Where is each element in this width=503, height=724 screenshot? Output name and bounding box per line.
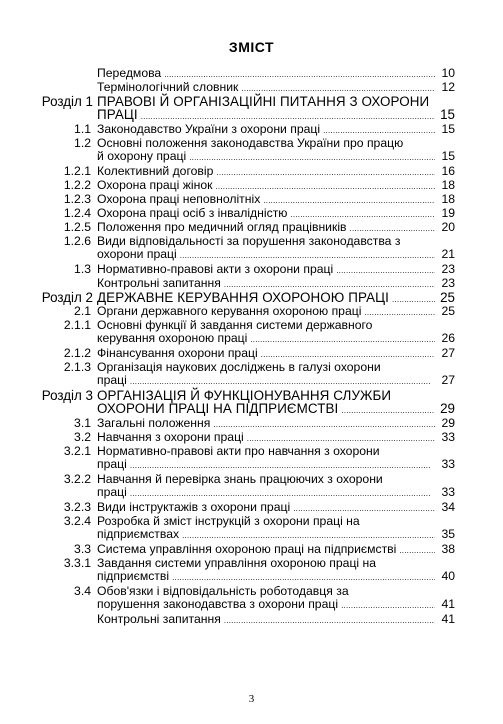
toc-entry-page: 12 <box>441 80 455 94</box>
toc-entry-number: 1.2.2 <box>63 178 91 192</box>
dot-leader <box>323 123 435 136</box>
dot-leader <box>130 486 435 499</box>
toc-entry-title: Охорона праці жінок <box>97 178 213 192</box>
toc-entry-number: 3.2.1 <box>63 444 91 458</box>
toc-entry-title-continuation: підприємстві <box>97 569 170 583</box>
toc-entry-title: Термінологічний словник <box>97 80 239 94</box>
toc-entry-page: 33 <box>441 457 455 471</box>
toc-entry-page: 41 <box>441 597 455 611</box>
dot-leader <box>263 193 435 206</box>
toc-entry-number: 3.2.2 <box>63 472 91 486</box>
dot-leader <box>130 374 435 387</box>
toc-entry-title: Органи державного керування охороною праці <box>97 304 362 318</box>
toc-entry-number: 2.1.2 <box>63 346 91 360</box>
toc-entry-title: Фінансування охорони праці <box>97 346 258 360</box>
toc-entry-page: 19 <box>441 206 455 220</box>
toc-entry-title-continuation: й охорону праці <box>97 149 187 163</box>
toc-entry-title-continuation: ПРАЦІ <box>97 107 138 122</box>
dot-leader <box>141 108 435 121</box>
toc-entry-page: 33 <box>441 430 455 444</box>
toc-entry-page: 25 <box>441 304 455 318</box>
toc-entry-number: 2.1.1 <box>63 318 91 332</box>
toc-entry-title: Контрольні запитання <box>97 612 221 626</box>
toc-entry-number: 2.1 <box>74 304 91 318</box>
toc-entry-page: 35 <box>441 527 455 541</box>
dot-leader <box>180 248 435 261</box>
toc-entry-page: 23 <box>441 276 455 290</box>
toc-entry-title: Види інструктажів з охорони праці <box>97 500 291 514</box>
toc-entry-number: 3.4 <box>74 584 91 598</box>
toc-entry-number: 1.2.5 <box>63 220 91 234</box>
toc-entry-page: 34 <box>441 500 455 514</box>
toc-entry-page: 16 <box>441 164 455 178</box>
dot-leader <box>290 207 435 220</box>
toc-entry-page: 15 <box>441 149 455 163</box>
dot-leader <box>364 305 435 318</box>
toc-entry-number: 1.1 <box>74 122 91 136</box>
toc-entry-title: Нормативно-правові акти з охорони праці <box>97 262 334 276</box>
toc-entry-page: 25 <box>440 290 455 305</box>
dot-leader <box>215 179 435 192</box>
dot-leader <box>293 501 435 514</box>
toc-entry-title: Навчання й перевірка знань працюючих з охорони <box>97 472 383 486</box>
toc-entry-number: 2.1.3 <box>63 360 91 374</box>
toc-entry-number: 1.2.4 <box>63 206 91 220</box>
toc-entry-title: Обов'язки і відповідальність роботодавця за <box>97 584 349 598</box>
section-label: Розділ 3 <box>41 388 93 403</box>
dot-leader <box>130 458 435 471</box>
dot-leader <box>241 81 435 94</box>
dot-leader <box>250 332 435 345</box>
toc-entry-number: 3.3.1 <box>63 556 91 570</box>
toc-entry-title: ПРАВОВІ Й ОРГАНІЗАЦІЙНІ ПИТАННЯ З ОХОРОНИ <box>97 94 430 109</box>
toc-entry-title: Охорона праці неповнолітніх <box>97 192 261 206</box>
page-number: 3 <box>248 693 255 705</box>
toc-entry-number: 3.1 <box>74 416 91 430</box>
toc-entry-number: 1.2.1 <box>63 164 91 178</box>
toc-entry-page: 18 <box>441 178 455 192</box>
dot-leader <box>213 417 435 430</box>
toc-entry-title: Колективний договір <box>97 164 214 178</box>
toc-entry-number: 1.2 <box>74 136 91 150</box>
toc-entry-page: 38 <box>441 542 455 556</box>
toc-entry-page: 15 <box>440 107 455 122</box>
toc-entry-page: 27 <box>441 346 455 360</box>
page-title: ЗМІСТ <box>228 39 275 55</box>
toc-entry-title: Система управління охороною праці на підприємстві <box>97 542 397 556</box>
toc-entry-title: Види відповідальності за порушення законодавства з <box>97 234 401 248</box>
section-label: Розділ 1 <box>41 94 93 109</box>
toc-entry-title: Основні функції й завдання системи державного <box>97 318 373 332</box>
toc-entry-title: Завдання системи управління охороною праці на <box>97 556 377 570</box>
dot-leader <box>261 347 435 360</box>
toc-entry-title: Основні положення законодавства України про працю <box>97 136 404 150</box>
toc-entry-title: ОРГАНІЗАЦІЯ Й ФУНКЦІОНУВАННЯ СЛУЖБИ <box>97 388 392 403</box>
dot-leader <box>164 67 435 80</box>
toc-entry-title-continuation: підприємствах <box>97 527 180 541</box>
toc-entry-number: 3.3 <box>74 542 91 556</box>
dot-leader <box>189 150 435 163</box>
toc-entry-title: Розробка й зміст інструкцій з охорони праці на <box>97 514 360 528</box>
toc-entry-page: 20 <box>441 220 455 234</box>
toc-entry-number: 3.2.3 <box>63 500 91 514</box>
toc-entry-page: 26 <box>441 331 455 345</box>
toc-entry-number: 3.2 <box>74 430 91 444</box>
toc-entry-page: 40 <box>441 569 455 583</box>
toc-entry-title-continuation: охорони праці <box>97 247 177 261</box>
toc-entry-title: Організація наукових досліджень в галузі охорони <box>97 360 381 374</box>
toc-entry-page: 41 <box>441 612 455 626</box>
dot-leader <box>172 570 435 583</box>
toc-entry-number: 1.2.3 <box>63 192 91 206</box>
toc-entry-title: Законодавство України з охорони праці <box>97 122 321 136</box>
toc-entry-title: Нормативно-правові акти про навчання з охорони <box>97 444 380 458</box>
dot-leader <box>399 543 435 556</box>
dot-leader <box>336 263 435 276</box>
toc-entry-title-continuation: керування охороною праці <box>97 331 248 345</box>
toc-entry-page: 18 <box>441 192 455 206</box>
toc-entry-page: 21 <box>441 247 455 261</box>
toc-entry-page: 33 <box>441 485 455 499</box>
dot-leader <box>224 277 435 290</box>
toc-entry-page: 23 <box>441 262 455 276</box>
toc-entry-title: Передмова <box>97 66 162 80</box>
dot-leader <box>341 402 435 415</box>
toc-entry-number: 3.2.4 <box>63 514 91 528</box>
toc-entry-title-continuation: порушення законодавства з охорони праці <box>97 597 339 611</box>
dot-leader <box>216 165 435 178</box>
toc-entry-page: 29 <box>440 401 455 416</box>
toc-entry-title: Загальні положення <box>97 416 211 430</box>
toc-entry-title-continuation: праці <box>97 373 127 387</box>
toc-entry-page: 29 <box>441 416 455 430</box>
dot-leader <box>392 291 435 304</box>
section-label: Розділ 2 <box>41 290 93 305</box>
toc-entry-number: 1.3 <box>74 262 91 276</box>
dot-leader <box>350 221 435 234</box>
toc-entry-title-continuation: праці <box>97 457 127 471</box>
toc-entry-title: ДЕРЖАВНЕ КЕРУВАННЯ ОХОРОНОЮ ПРАЦІ <box>97 290 389 305</box>
toc-entry-page: 15 <box>441 122 455 136</box>
toc-entry-title: Охорона праці осіб з інвалідністю <box>97 206 288 220</box>
toc-entry-title: Контрольні запитання <box>97 276 221 290</box>
dot-leader <box>247 431 435 444</box>
toc-entry-title-continuation: праці <box>97 485 127 499</box>
toc-entry-page: 27 <box>441 373 455 387</box>
toc-entry-title: Положення про медичний огляд працівників <box>97 220 347 234</box>
toc-entry-title: Навчання з охорони праці <box>97 430 244 444</box>
toc-entry-title-continuation: ОХОРОНИ ПРАЦІ НА ПІДПРИЄМСТВІ <box>97 401 339 416</box>
dot-leader <box>182 528 435 541</box>
toc-entry-number: 1.2.6 <box>63 234 91 248</box>
toc-entry-page: 10 <box>441 66 455 80</box>
dot-leader <box>341 598 435 611</box>
dot-leader <box>224 613 435 626</box>
